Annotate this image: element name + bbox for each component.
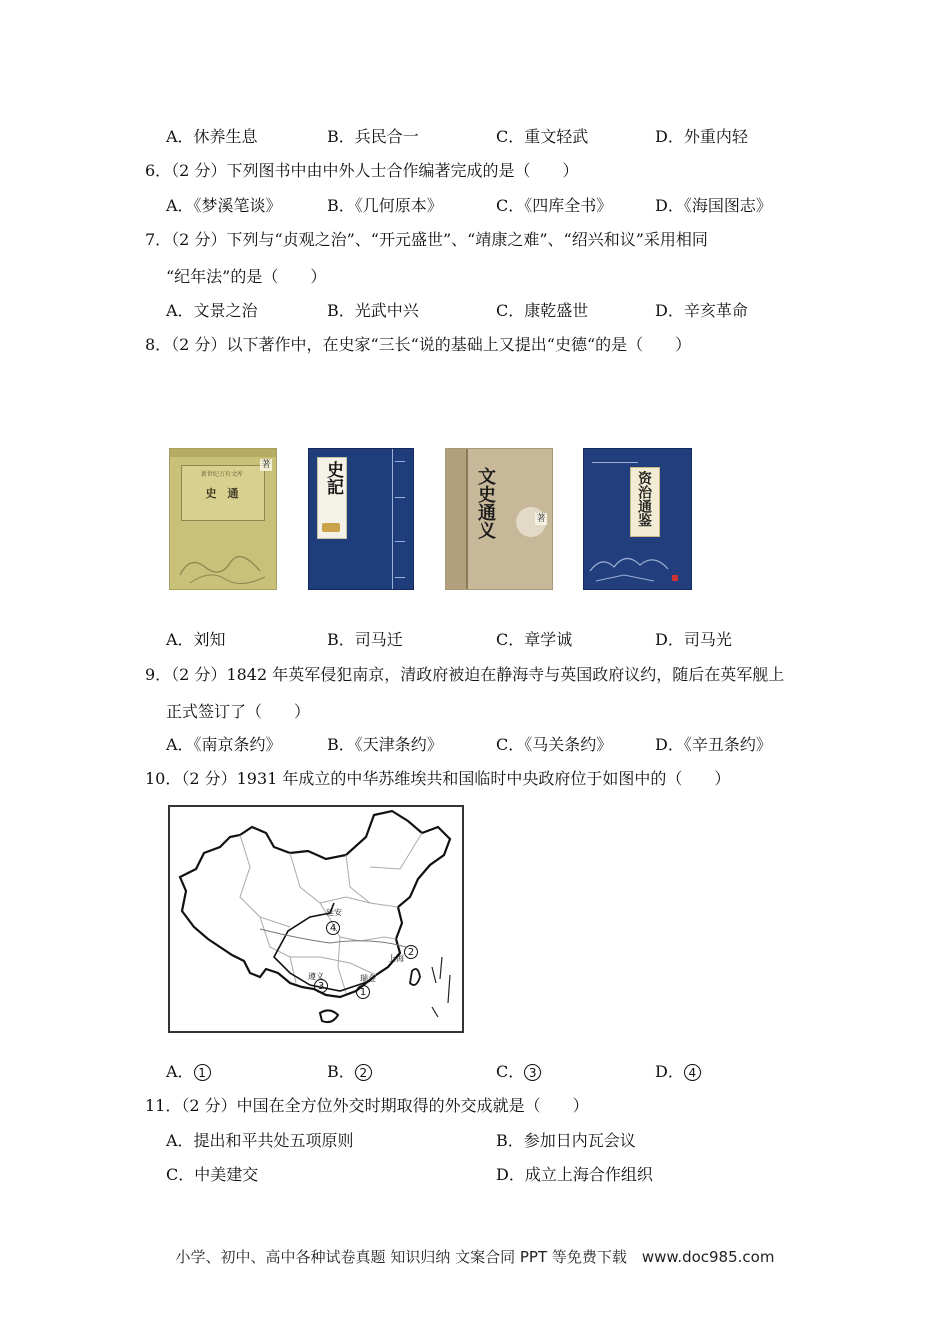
q5-option-b: B．兵民合一 [327,127,419,146]
q7-option-c: C．康乾盛世 [496,301,589,320]
map-marker-2: 2 [404,945,418,959]
q11-option-d: D．成立上海合作组织 [496,1165,653,1184]
q11-option-b: B．参加日内瓦会议 [496,1131,636,1150]
q8-option-b: B．司马迁 [327,630,403,649]
q9-option-c: C．《马关条约》 [496,735,613,754]
q10-option-d-letter: D． [655,1062,684,1081]
q10-option-b-number: 2 [355,1064,372,1081]
q10-option-d [655,1062,701,1082]
q9-stem-line2: 正式签订了（ ） [166,702,311,721]
q7-stem-line2: “纪年法”的是（ ） [166,267,327,286]
q6-stem: 6．（2 分）下列图书中由中外人士合作编著完成的是（ ） [145,161,579,180]
q6-option-c: C．《四库全书》 [496,196,613,215]
book-wenshitongyi-tag: 著 [536,514,546,524]
q10-option-c-number: 3 [524,1064,541,1081]
q10-option-b-letter: B． [327,1062,355,1081]
map-marker-3: 3 [314,979,328,993]
q10-option-d-number: 4 [684,1064,701,1081]
book-zizhitongjian-image [583,448,692,590]
q6-option-b: B．《几何原本》 [327,196,443,215]
q10-option-b [327,1062,372,1082]
map-label-ruijin: 瑞金 [360,974,376,983]
map-label-yanan: 延安 [326,908,342,917]
book-zizhitongjian-decoration [584,541,691,589]
china-map [168,805,464,1033]
book-wenshitongyi-image [445,448,553,590]
q5-option-a: A．休养生息 [166,127,258,146]
q7-stem-line1: 7．（2 分）下列与“贞观之治”、“开元盛世”、“靖康之难”、“绍兴和议”采用相同 [145,230,708,249]
book-wenshitongyi-title: 文史通义 [475,467,496,539]
q7-option-d: D．辛亥革命 [655,301,748,320]
q11-stem: 11．（2 分）中国在全方位外交时期取得的外交成就是（ ） [145,1096,589,1115]
q10-option-c-letter: C． [496,1062,525,1081]
q11-option-a: A．提出和平共处五项原则 [166,1131,354,1150]
book-shitong-tag: 著 [261,460,271,470]
china-map-outline [170,807,462,1031]
q10-option-a [166,1062,211,1082]
map-marker-1: 1 [356,985,370,999]
q8-option-d: D．司马光 [655,630,732,649]
q9-option-a: A．《南京条约》 [166,735,282,754]
q8-option-c: C．章学诚 [496,630,573,649]
map-label-shanghai: 上海 [388,954,404,963]
q10-option-c [496,1062,541,1082]
book-shitong-title: 史 通 [205,487,239,500]
book-zizhitongjian-title: 资治通鉴 [636,471,652,527]
q5-option-d: D．外重内轻 [655,127,748,146]
map-label-zunyi: 遵义 [308,972,324,981]
q6-option-a: A．《梦溪笔谈》 [166,196,282,215]
q11-option-c: C．中美建交 [166,1165,259,1184]
q7-option-a: A．文景之治 [166,301,258,320]
book-shitong-decoration [170,545,276,589]
q7-option-b: B．光武中兴 [327,301,419,320]
q9-option-d: D．《辛丑条约》 [655,735,772,754]
book-shitong-series: 新世纪万有文库 [200,471,243,478]
q5-option-c: C．重文轻武 [496,127,589,146]
q10-stem: 10．（2 分）1931 年成立的中华苏维埃共和国临时中央政府位于如图中的（ ） [145,769,731,788]
q9-stem-line1: 9．（2 分）1842 年英军侵犯南京，清政府被迫在静海寺与英国政府议约，随后在英军舰上 [145,665,785,684]
map-marker-4: 4 [326,921,340,935]
q10-option-a-number: 1 [194,1064,211,1081]
book-shiji-image [308,448,414,590]
q8-stem: 8．（2 分）以下著作中，在史家“三长“说的基础上又提出“史德“的是（ ） [145,335,692,354]
q8-option-a: A．刘知 [166,630,226,649]
q10-option-a-letter: A． [166,1062,194,1081]
book-shitong-image [169,448,277,590]
book-shiji-title: 史記 [323,461,343,495]
q9-option-b: B．《天津条约》 [327,735,443,754]
q6-option-d: D．《海国图志》 [655,196,772,215]
page-footer: 小学、初中、高中各种试卷真题 知识归纳 文案合同 PPT 等免费下载 www.doc985.com [175,1248,775,1266]
